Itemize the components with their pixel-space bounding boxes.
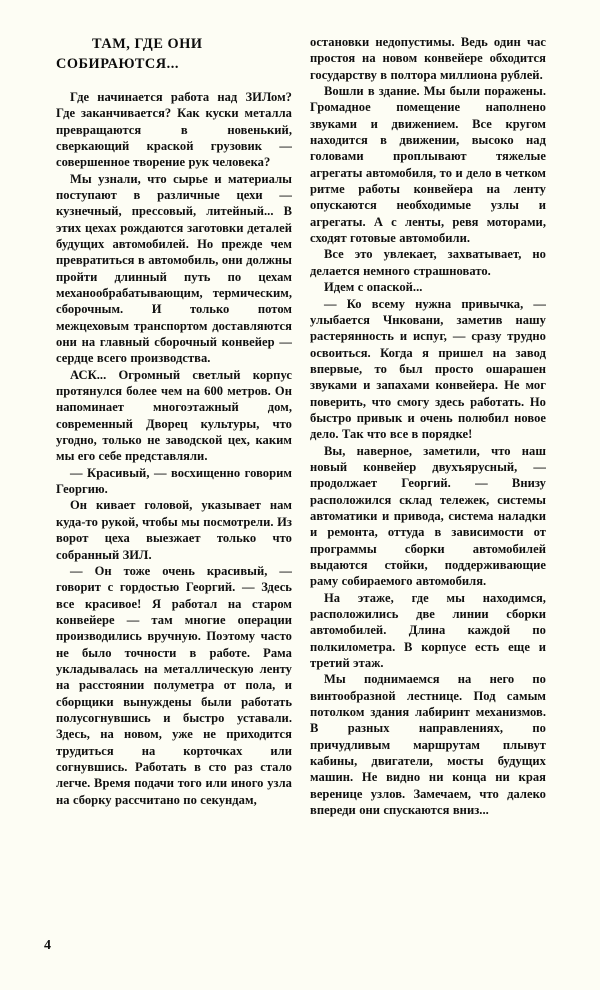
paragraph: Он кивает головой, указывает нам куда-то рукой, чтобы мы посмотрели. Из ворот цеха выезжает только что собранный ЗИЛ. <box>56 498 292 562</box>
paragraph: Мы поднимаемся на него по винтообразной лестнице. Под самым потолком здания лабиринт механизмов. В разных направлениях, по причудливым маршрутам плывут кабины, двигатели, мосты будущих машин. Не видно ни конца ни края веренице узлов. Замечаем, что далеко впереди они спускаются вниз... <box>310 672 546 818</box>
paragraph: — Красивый, — восхищенно говорим Георгию. <box>56 465 292 497</box>
paragraph: Все это увлекает, захватывает, но делается немного страшновато. <box>310 247 546 278</box>
paragraph: Где начинается работа над ЗИЛом? Где заканчивается? Как куски металла превращаются в новенький, сверкающий краской грузовик — совершенное творение рук человека? <box>56 89 292 170</box>
paragraph: Идем с опаской... <box>324 280 423 295</box>
column-right <box>310 34 546 924</box>
column-left <box>56 34 292 924</box>
paragraph: На этаже, где мы находимся, расположились две линии сборки автомобилей. Длина каждой по полкилометра. В корпусе есть еще и третий этаж. <box>310 590 546 671</box>
article-headline: ТАМ, ГДЕ ОНИ СОБИРАЮТСЯ... <box>56 36 203 73</box>
paragraph: остановки недопустимы. Ведь один час простоя на новом конвейере обходится государству в полтора миллиона рублей. <box>310 35 546 82</box>
paragraph: Вы, наверное, заметили, что наш новый конвейер двухъярусный, — продолжает Георгий. — Внизу расположился склад тележек, системы автоматики и привода, система наладки и ремонта, оттуда в зависимости от программы сборки автомобилей выдаются стойки, поддерживающие раму собираемого автомобиля. <box>310 443 546 589</box>
article-columns <box>56 34 546 924</box>
paragraph: Мы узнали, что сырье и материалы поступают в различные цехи — кузнечный, прессовый, литейный... В этих цехах рождаются заготовки деталей будущих автомобилей. Но прежде чем превратиться в автомобиль, они должны пройти длинный путь по цехам механообрабатывающим, термическим, сборочным. И только потом межцеховым транспортом доставляются они на главный сборочный конвейер — сердце всего производства. <box>56 171 292 366</box>
paragraph: Вошли в здание. Мы были поражены. Громадное помещение наполнено звуками и движением. Все кругом находится в движении, высоко над головами проплывают тяжелые агрегаты автомобиля, то и дело в четком ритме работы конвейера на ленту опускаются необходимые узлы и агрегаты. А с ленты, ревя моторами, сходят готовые автомобили. <box>310 84 546 246</box>
paragraph: АСК... Огромный светлый корпус протянулся более чем на 600 метров. Он напоминает многоэтажный дом, современный Дворец культуры, что угодно, только не заводской цех, каким мы его себе представляли. <box>56 367 292 464</box>
paragraph: — Ко всему нужна привычка, — улыбается Чнковани, заметив нашу растерянность и испуг, — сразу трудно освоиться. Когда я пришел на завод впервые, то был просто ошарашен звуками и запахами конвейера. Не мог поверить, что смогу здесь работать. Но быстро привык и очень полюбил новое дело. Так что все в порядке! <box>310 296 546 442</box>
page-number: 4 <box>44 938 51 953</box>
paragraph: — Он тоже очень красивый, — говорит с гордостью Георгий. — Здесь все красивое! Я работал на старом конвейере — там многие операции производились вручную. Поэтому часто не было точности в работе. Рама укладывалась на металлическую ленту на расстоянии полуметра от пола, и сборщики вынуждены были работать полусогнувшись и быстро уставали. Здесь, на новом, уже не приходится трудиться на корточках или согнувшись. Работать в сто раз стало легче. Время подачи того или иного узла на сборку рассчитано по секундам, <box>56 563 292 807</box>
